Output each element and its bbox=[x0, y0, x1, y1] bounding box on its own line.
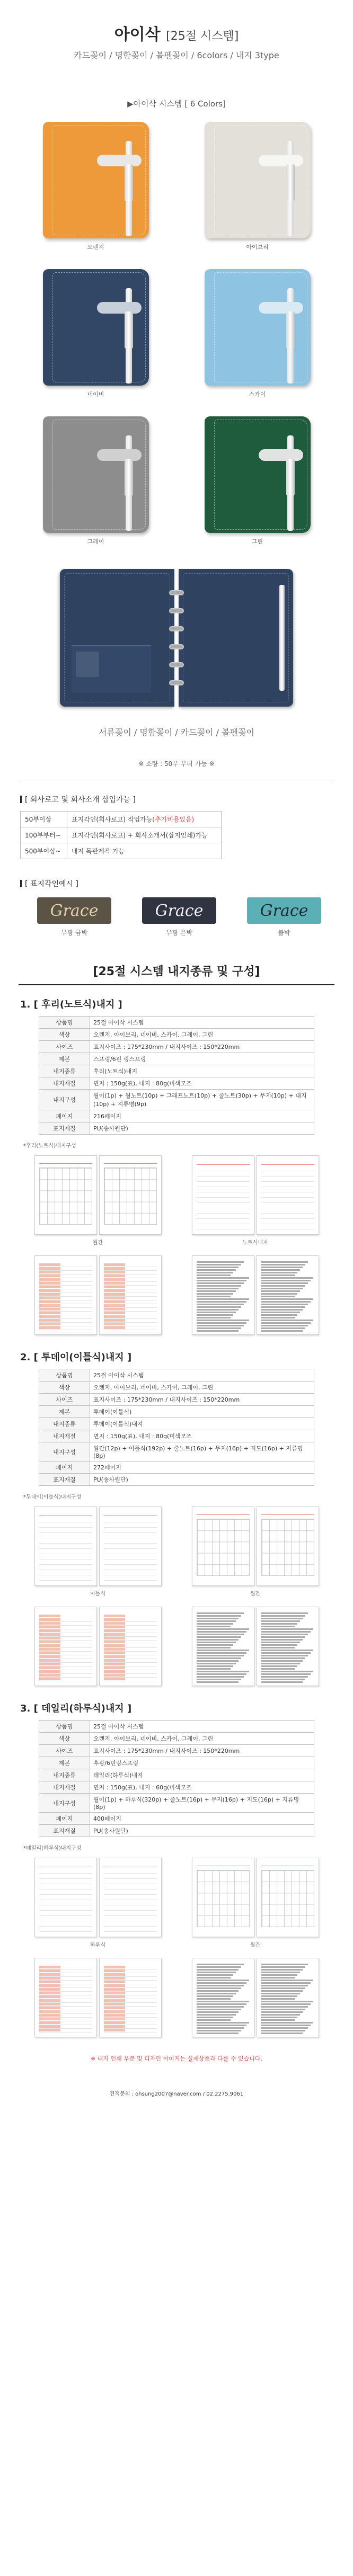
type-title: 1. [ 후리(노트식)내지 ] bbox=[20, 999, 122, 1010]
sample-name: 월간 bbox=[92, 1240, 103, 1246]
spec-row bbox=[39, 1394, 314, 1406]
spec-row bbox=[39, 1769, 314, 1781]
min-order-note: ※ 소량 : 50부 부터 가능 ※ bbox=[138, 760, 215, 768]
color-name: 그레이 bbox=[87, 538, 104, 545]
sample-spread bbox=[25, 1607, 170, 1689]
strap bbox=[259, 302, 303, 314]
spec-row bbox=[39, 1017, 314, 1029]
spec-value: 25절 아이삭 시스템 bbox=[90, 1369, 314, 1381]
logo-table bbox=[20, 811, 222, 859]
sample-page-right bbox=[99, 1255, 162, 1335]
spec-row bbox=[39, 1825, 314, 1837]
spec-key: 내지종류 bbox=[39, 1418, 90, 1430]
stamp-sample bbox=[37, 897, 111, 937]
sample-grid bbox=[25, 1155, 328, 1338]
spec-key: 페이지 bbox=[39, 1813, 90, 1825]
planner-image bbox=[43, 269, 149, 386]
stamp-sample bbox=[142, 897, 216, 937]
spec-row bbox=[39, 1053, 314, 1065]
pen-clip bbox=[125, 164, 133, 201]
strap bbox=[259, 155, 303, 166]
spec-row bbox=[39, 1406, 314, 1418]
card-slot bbox=[76, 652, 99, 677]
spec-value: 투데이(이틀식)내지 bbox=[90, 1418, 314, 1430]
spec-row bbox=[39, 1721, 314, 1733]
logo-section-title bbox=[20, 794, 353, 805]
spec-value: 오렌지, 아이보리, 네이비, 스카이, 그레이, 그린 bbox=[90, 1381, 314, 1394]
pen-clip bbox=[125, 311, 133, 349]
spec-value: 면지 : 150g(표), 내지 : 60g(미색모조 bbox=[90, 1781, 314, 1794]
logo-desc-extra: (추가비용있음) bbox=[152, 816, 195, 823]
stamp-section-title bbox=[20, 878, 353, 889]
spec-row bbox=[39, 1077, 314, 1090]
spec-row bbox=[39, 1794, 314, 1813]
spec-value: 월이(1p) + 월노트(10p) + 그래프노트(10p) + 줄노트(30p) + 무지(10p) + 대지(10p) + 지류명(9p) bbox=[90, 1090, 314, 1110]
spec-key: 제본 bbox=[39, 1053, 90, 1065]
planner-image bbox=[205, 122, 311, 238]
spec-row bbox=[39, 1461, 314, 1474]
spec-value: 면지 : 150g(표), 내지 : 80g(미색모조 bbox=[90, 1430, 314, 1442]
sample-page-left bbox=[34, 1255, 97, 1335]
sample-page-left bbox=[192, 1958, 254, 2037]
title-sub: [25절 시스템] bbox=[166, 30, 239, 43]
sample-name: 월간 bbox=[250, 1942, 261, 1948]
sample-spread bbox=[25, 1858, 170, 1948]
title-main: 아이삭 bbox=[114, 25, 161, 44]
sample-spread bbox=[183, 1958, 328, 2040]
logo-desc bbox=[67, 812, 222, 827]
logo-desc-text: 표지각인(회사로고) + 회사소개서(삽지인쇄)가능 bbox=[72, 832, 208, 839]
stamp-swatch: Grace bbox=[247, 897, 321, 924]
logo-row bbox=[21, 843, 222, 859]
spec-table bbox=[39, 1369, 314, 1486]
planner-image bbox=[205, 416, 311, 533]
composition-label: *데일리(하루식)내지구성 bbox=[23, 1846, 82, 1851]
page-title bbox=[0, 21, 353, 44]
sample-spread bbox=[183, 1858, 328, 1948]
sample-page-right bbox=[257, 1255, 319, 1335]
spec-key: 표지재질 bbox=[39, 1122, 90, 1135]
spec-value: 표지사이즈 : 175*230mm / 내지사이즈 : 150*220mm bbox=[90, 1041, 314, 1053]
spec-row bbox=[39, 1474, 314, 1486]
spec-value: 스프링/6핀 링스프링 bbox=[90, 1053, 314, 1065]
logo-row bbox=[21, 827, 222, 843]
spec-key: 사이즈 bbox=[39, 1394, 90, 1406]
logo-qty: 100부부터~ bbox=[21, 827, 67, 843]
color-option bbox=[200, 416, 314, 546]
logo-row bbox=[21, 812, 222, 827]
sample-page-right bbox=[257, 1155, 319, 1235]
spec-table bbox=[39, 1720, 314, 1837]
spec-key: 내지구성 bbox=[39, 1794, 90, 1813]
spec-key: 제본 bbox=[39, 1757, 90, 1769]
header bbox=[0, 0, 353, 61]
pen-clip bbox=[125, 459, 133, 496]
sample-page-left bbox=[192, 1507, 254, 1586]
sample-page-left bbox=[192, 1155, 254, 1235]
spec-row bbox=[39, 1029, 314, 1041]
spec-key: 제본 bbox=[39, 1406, 90, 1418]
sample-name: 하루식 bbox=[90, 1942, 105, 1948]
color-grid bbox=[39, 122, 314, 546]
spec-row bbox=[39, 1041, 314, 1053]
spec-key: 내지재질 bbox=[39, 1781, 90, 1794]
spec-row bbox=[39, 1418, 314, 1430]
spec-value: 표지사이즈 : 175*230mm / 내지사이즈 : 150*220mm bbox=[90, 1394, 314, 1406]
spec-key: 표지재질 bbox=[39, 1825, 90, 1837]
sample-spread bbox=[183, 1255, 328, 1338]
open-caption: 서류꽂이 / 명함꽂이 / 카드꽂이 / 볼펜꽂이 bbox=[99, 727, 254, 737]
spec-value: 25절 아이삭 시스템 bbox=[90, 1017, 314, 1029]
sample-page-left bbox=[192, 1255, 254, 1335]
spec-table bbox=[39, 1016, 314, 1135]
spec-row bbox=[39, 1442, 314, 1461]
stamp-name: 무광 은박 bbox=[165, 929, 193, 937]
spec-value: PU(송사원단) bbox=[90, 1122, 314, 1135]
composition-label: *투데이(이틀식)내지구성 bbox=[23, 1494, 82, 1500]
spec-key: 내지재질 bbox=[39, 1077, 90, 1090]
spec-key: 색상 bbox=[39, 1733, 90, 1745]
spec-key: 내지종류 bbox=[39, 1769, 90, 1781]
spec-key: 내지구성 bbox=[39, 1442, 90, 1461]
spec-row bbox=[39, 1381, 314, 1394]
spec-key: 상품명 bbox=[39, 1369, 90, 1381]
color-option bbox=[39, 416, 153, 546]
color-option bbox=[39, 269, 153, 398]
spec-value: 25절 아이삭 시스템 bbox=[90, 1721, 314, 1733]
spec-key: 색상 bbox=[39, 1381, 90, 1394]
strap bbox=[97, 155, 142, 166]
inner-type-section bbox=[0, 1350, 353, 1689]
color-option bbox=[200, 122, 314, 251]
sample-spread bbox=[183, 1607, 328, 1689]
logo-desc bbox=[67, 827, 222, 843]
composition-label: *후리(노트식)내지구성 bbox=[23, 1143, 76, 1149]
spec-key: 페이지 bbox=[39, 1110, 90, 1122]
spec-row bbox=[39, 1369, 314, 1381]
planner-image bbox=[205, 269, 311, 386]
color-name: 오렌지 bbox=[87, 244, 104, 251]
pen-clip bbox=[286, 459, 295, 496]
sample-page-left bbox=[34, 1858, 97, 1937]
inner-type-section bbox=[0, 1701, 353, 2040]
spec-value: PU(송사원단) bbox=[90, 1825, 314, 1837]
inner-type-section bbox=[0, 997, 353, 1338]
spec-row bbox=[39, 1781, 314, 1794]
sample-page-left bbox=[34, 1155, 97, 1235]
spec-row bbox=[39, 1110, 314, 1122]
color-option bbox=[200, 269, 314, 398]
sample-name: 월간 bbox=[250, 1591, 261, 1597]
sample-grid bbox=[25, 1507, 328, 1689]
logo-desc bbox=[67, 843, 222, 859]
type-title: 3. [ 데일리(하루식)내지 ] bbox=[20, 1703, 132, 1714]
sample-spread bbox=[25, 1255, 170, 1338]
logo-qty: 500부이상~ bbox=[21, 843, 67, 859]
divider bbox=[19, 984, 334, 985]
spec-value: 투데이(이틀식) bbox=[90, 1406, 314, 1418]
sample-page-left bbox=[34, 1607, 97, 1686]
sample-page-left bbox=[34, 1958, 97, 2037]
sample-page-right bbox=[99, 1507, 162, 1586]
inner-types bbox=[0, 997, 353, 2040]
spec-row bbox=[39, 1065, 314, 1077]
spec-value: 272페이지 bbox=[90, 1461, 314, 1474]
logo-qty: 50부이상 bbox=[21, 812, 67, 827]
spec-row bbox=[39, 1745, 314, 1757]
sample-page-left bbox=[192, 1607, 254, 1686]
sample-spread bbox=[183, 1155, 328, 1246]
color-name: 그린 bbox=[251, 538, 263, 545]
sample-page-left bbox=[34, 1507, 97, 1586]
logo-desc-text: 내지 독판제작 가능 bbox=[72, 848, 125, 855]
sample-name: 노트식내지 bbox=[242, 1240, 268, 1246]
sample-page-right bbox=[99, 1958, 162, 2037]
sample-page-right bbox=[99, 1858, 162, 1937]
spec-value: 표지사이즈 : 175*230mm / 내지사이즈 : 150*220mm bbox=[90, 1745, 314, 1757]
planner-image bbox=[43, 416, 149, 533]
stamp-section-title-text: [ 표지각인예시 ] bbox=[25, 880, 78, 888]
sample-spread bbox=[183, 1507, 328, 1597]
stamp-samples bbox=[37, 897, 353, 937]
sample-spread bbox=[25, 1155, 170, 1246]
strap bbox=[97, 302, 142, 314]
sample-grid bbox=[25, 1858, 328, 2040]
strap bbox=[259, 449, 303, 461]
spec-key: 사이즈 bbox=[39, 1745, 90, 1757]
spec-value: 400페이지 bbox=[90, 1813, 314, 1825]
spec-value: 월이(1p) + 하루식(320p) + 줄노트(16p) + 무지(16p) + 지도(16p) + 지류명(8p) bbox=[90, 1794, 314, 1813]
sample-page-right bbox=[257, 1858, 319, 1937]
spec-key: 내지구성 bbox=[39, 1090, 90, 1110]
open-planner-right bbox=[179, 569, 293, 707]
spec-value: 데일리(하루식)내지 bbox=[90, 1769, 314, 1781]
spec-value: 후리(노트식)내지 bbox=[90, 1065, 314, 1077]
logo-section-title-text: [ 회사로고 및 회사소개 삽입가능 ] bbox=[25, 796, 136, 804]
sample-page-right bbox=[99, 1607, 162, 1686]
spec-row bbox=[39, 1430, 314, 1442]
sample-page-right bbox=[257, 1958, 319, 2037]
sample-page-right bbox=[99, 1155, 162, 1235]
spec-key: 상품명 bbox=[39, 1017, 90, 1029]
stamp-name: 블박 bbox=[278, 929, 290, 937]
contact-info: 견적문의 : ohsung2007@naver.com / 02.2275.9061 bbox=[109, 2091, 244, 2097]
spec-row bbox=[39, 1122, 314, 1135]
open-planner-left bbox=[60, 569, 174, 707]
binder-rings bbox=[169, 590, 184, 685]
pen-clip bbox=[286, 311, 295, 349]
spec-row bbox=[39, 1733, 314, 1745]
spec-row bbox=[39, 1813, 314, 1825]
spec-key: 색상 bbox=[39, 1029, 90, 1041]
spec-value: PU(송사원단) bbox=[90, 1474, 314, 1486]
spec-value: 오렌지, 아이보리, 네이비, 스카이, 그레이, 그린 bbox=[90, 1733, 314, 1745]
open-planner-image bbox=[60, 569, 293, 707]
stamp-name: 무광 금박 bbox=[60, 929, 88, 937]
inner-section-title: [25절 시스템 내지종류 및 구성] bbox=[93, 965, 260, 978]
disclaimer: ※ 내지 인쇄 부분 및 디자인 이미지는 실제상품과 다를 수 있습니다. bbox=[91, 2055, 262, 2062]
spec-key: 페이지 bbox=[39, 1461, 90, 1474]
planner-image bbox=[43, 122, 149, 238]
spec-value: 후광/6핀링스프링 bbox=[90, 1757, 314, 1769]
color-name: 아이보리 bbox=[246, 244, 269, 251]
color-name: 스카이 bbox=[249, 391, 266, 398]
stamp-sample bbox=[247, 897, 321, 937]
spec-key: 사이즈 bbox=[39, 1041, 90, 1053]
spec-row bbox=[39, 1757, 314, 1769]
spec-key: 상품명 bbox=[39, 1721, 90, 1733]
page-subtitle: 카드꽂이 / 명함꽂이 / 볼펜꽂이 / 6colors / 내지 3type bbox=[74, 50, 279, 60]
type-title: 2. [ 투데이(이틀식)내지 ] bbox=[20, 1352, 132, 1363]
spec-row bbox=[39, 1090, 314, 1110]
pen-clip bbox=[286, 164, 295, 201]
sample-page-right bbox=[257, 1507, 319, 1586]
sample-page-right bbox=[257, 1607, 319, 1686]
logo-desc-text: 표지각인(회사로고) 작업가능 bbox=[72, 816, 153, 823]
stamp-swatch: Grace bbox=[142, 897, 216, 924]
stamp-swatch: Grace bbox=[37, 897, 111, 924]
spec-value: 216페이지 bbox=[90, 1110, 314, 1122]
color-option bbox=[39, 122, 153, 251]
sample-page-left bbox=[192, 1858, 254, 1937]
spec-value: 오렌지, 아이보리, 네이비, 스카이, 그레이, 그린 bbox=[90, 1029, 314, 1041]
spec-key: 내지종류 bbox=[39, 1065, 90, 1077]
spec-key: 표지재질 bbox=[39, 1474, 90, 1486]
sample-spread bbox=[25, 1958, 170, 2040]
colors-label: ▶아이삭 시스템 [ 6 Colors] bbox=[127, 99, 226, 109]
sample-spread bbox=[25, 1507, 170, 1597]
spec-value: 월간(12p) + 이틀식(192p) + 줄노트(16p) + 무지(16p) + 지도(16p) + 지류명(8p) bbox=[90, 1442, 314, 1461]
color-name: 네이비 bbox=[87, 391, 104, 398]
sample-name: 이틀식 bbox=[90, 1591, 105, 1597]
strap bbox=[97, 449, 142, 461]
spec-key: 내지재질 bbox=[39, 1430, 90, 1442]
pen bbox=[279, 585, 285, 691]
spec-value: 면지 : 150g(표), 내지 : 80g(미색모조 bbox=[90, 1077, 314, 1090]
